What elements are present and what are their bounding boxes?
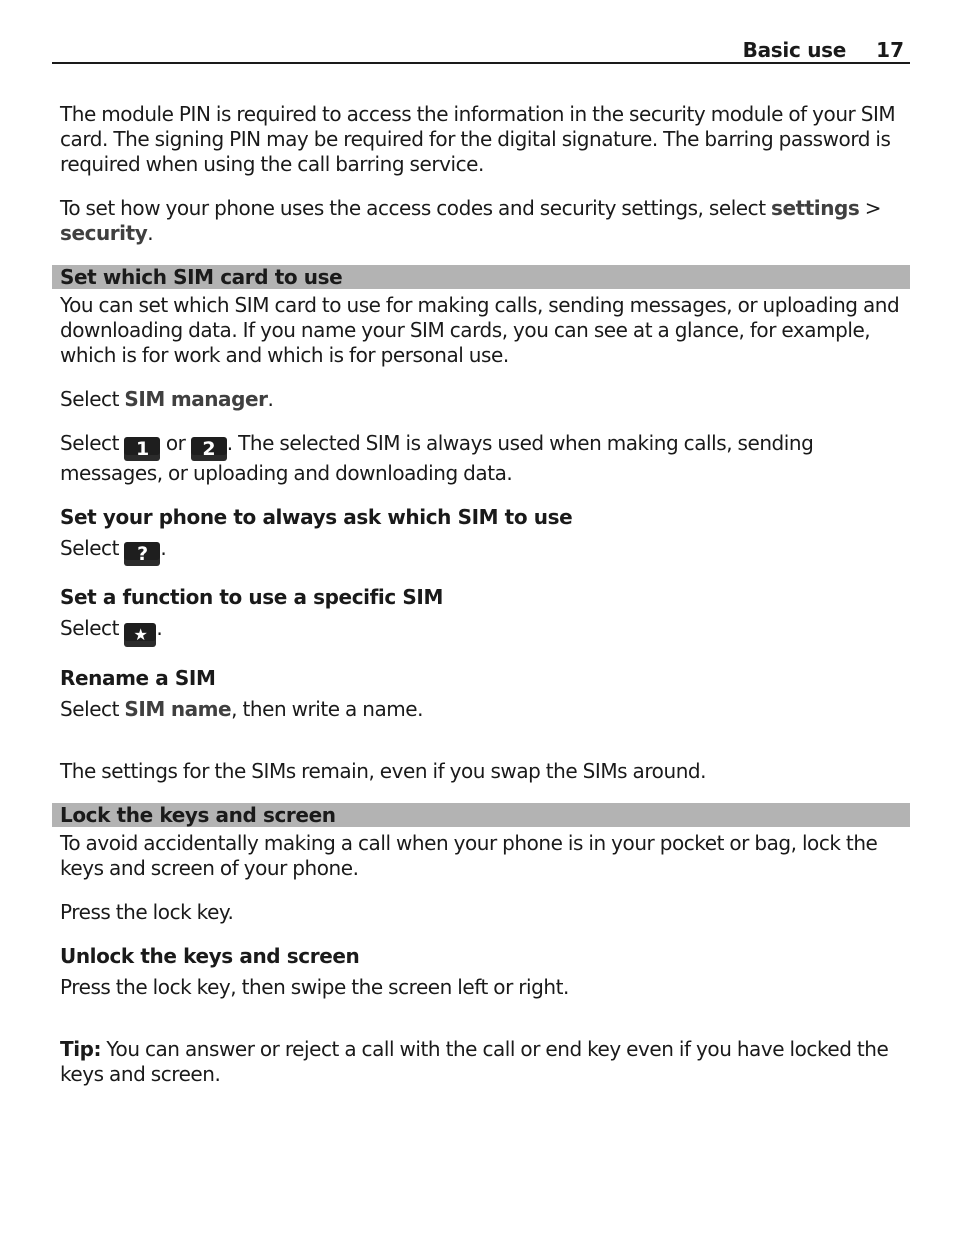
subheading-unlock: Unlock the keys and screen <box>60 944 360 968</box>
question-sim-icon: ? <box>124 542 160 566</box>
select-sim-paragraph <box>60 431 910 486</box>
settings-text-prefix: To set how your phone uses the access codes and security settings, select <box>60 196 772 220</box>
intro-settings-paragraph <box>60 196 910 246</box>
page-content <box>60 102 910 1106</box>
selected-sim-text: . The selected SIM is always used when making calls, sending messages, or uploading and downloading data. <box>60 431 814 485</box>
subheading-always-ask: Set your phone to always ask which SIM to use <box>60 505 573 529</box>
rename-suffix-text: , then write a name. <box>231 697 424 721</box>
page-number: 17 <box>876 38 904 62</box>
or-text: or <box>160 431 191 455</box>
sim-name-link: SIM name <box>124 697 232 721</box>
lock-intro-paragraph: To avoid accidentally making a call when your phone is in your pocket or bag, lock the keys and screen of your phone. <box>60 831 878 880</box>
specific-sim-paragraph <box>60 616 910 647</box>
security-link: security <box>60 221 148 245</box>
always-ask-paragraph <box>60 536 910 566</box>
spacer <box>60 741 910 759</box>
tip-text: You can answer or reject a call with the call or end key even if you have locked the keys and screen. <box>60 1037 889 1086</box>
unlock-paragraph: Press the lock key, then swipe the screen left or right. <box>60 975 569 999</box>
page-header <box>52 36 910 64</box>
sim-settings-note: The settings for the SIMs remain, even if you swap the SIMs around. <box>60 759 707 783</box>
select-text: Select <box>60 536 125 560</box>
sim-intro-paragraph: You can set which SIM card to use for making calls, sending messages, or uploading and downloading data. If you name your SIM cards, you can see at a glance, for example, which is for work and which is for personal use. <box>60 293 900 367</box>
subheading-rename-sim: Rename a SIM <box>60 666 216 690</box>
period-text: . <box>156 616 163 640</box>
sim-1-icon: 1 <box>124 437 160 461</box>
subheading-specific-sim: Set a function to use a specific SIM <box>60 585 443 609</box>
settings-link: settings <box>771 196 860 220</box>
spacer <box>60 1019 910 1037</box>
select-text: Select <box>60 387 125 411</box>
intro-paragraph: The module PIN is required to access the information in the security module of your SIM card. The signing PIN may be required for the digital signature. The barring password is required when using the call barring service. <box>60 102 896 176</box>
select-text: Select <box>60 431 125 455</box>
tip-label: Tip: <box>60 1037 102 1061</box>
press-lock-paragraph: Press the lock key. <box>60 900 234 924</box>
period-text: . <box>267 387 274 411</box>
star-icon: ★ <box>124 623 156 647</box>
section-heading-sim: Set which SIM card to use <box>52 265 910 289</box>
section-heading-lock: Lock the keys and screen <box>52 803 910 827</box>
sim-manager-link: SIM manager <box>124 387 268 411</box>
settings-text-suffix: . <box>147 221 154 245</box>
rename-sim-paragraph <box>60 697 910 722</box>
select-text: Select <box>60 616 125 640</box>
select-sim-manager-paragraph <box>60 387 910 412</box>
path-separator: > <box>859 196 882 220</box>
header-title: Basic use <box>742 38 846 62</box>
tip-paragraph <box>60 1037 910 1087</box>
sim-2-icon: 2 <box>191 437 227 461</box>
select-text: Select <box>60 697 125 721</box>
period-text: . <box>160 536 167 560</box>
